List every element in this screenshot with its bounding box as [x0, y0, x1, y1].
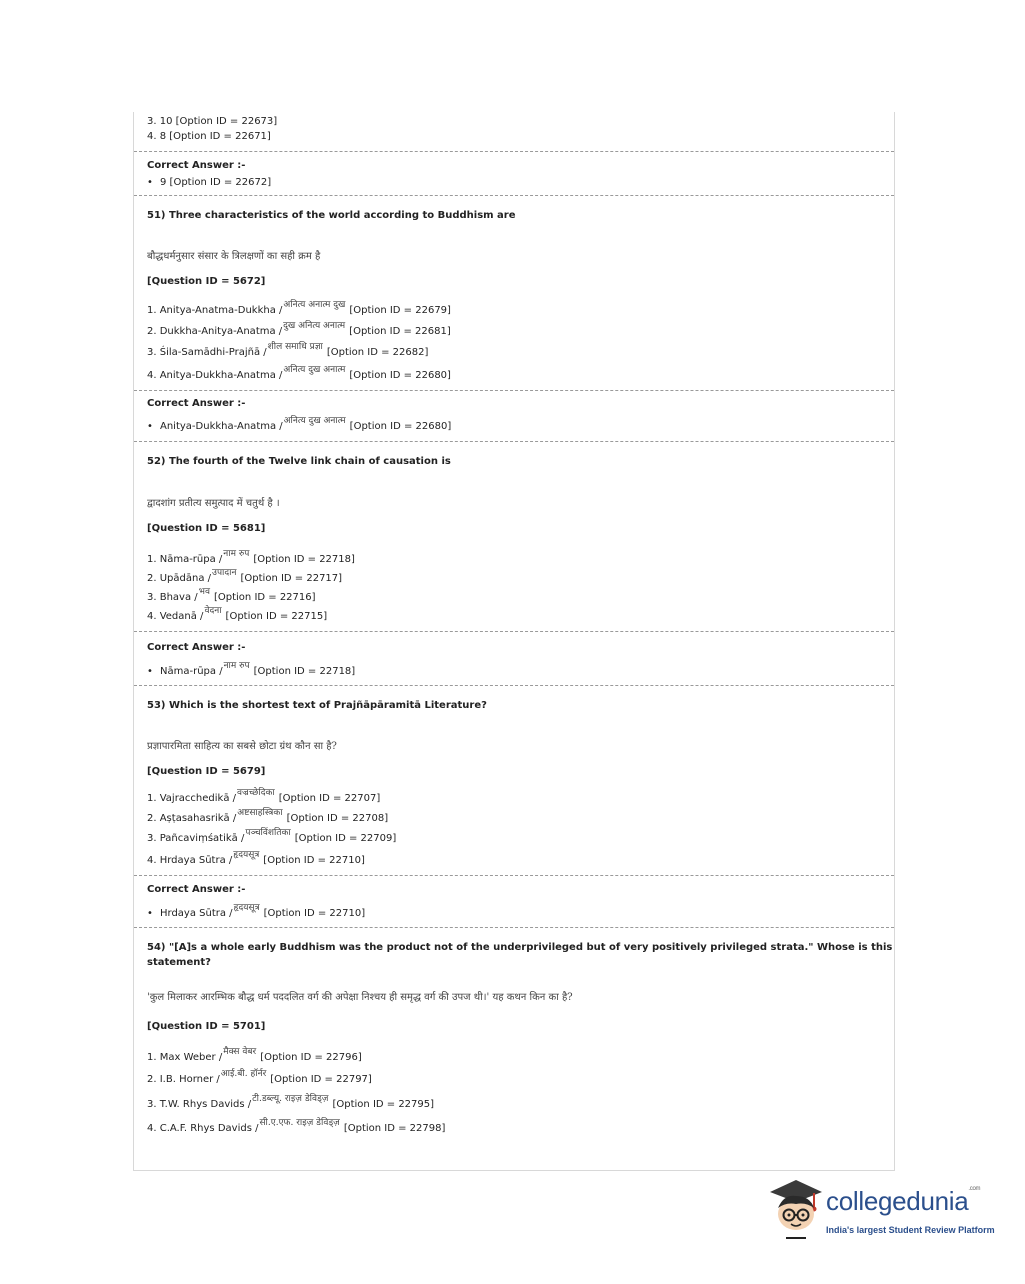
document-page — [133, 112, 895, 1171]
option: 2. Dukkha-Anitya-Anatma /दुख अनित्य अनात्म [Option ID = 22681] — [147, 321, 451, 337]
question-hindi: द्वादशांग प्रतीत्य समुत्पाद में चतुर्थ है । — [147, 498, 280, 509]
option: 1. Vajracchedikā /वज्रच्छेदिका [Option ID = 22707] — [147, 788, 381, 804]
option: 3. Śila-Samādhi-Prajñā /शील समाधि प्रज्ञा [Option ID = 22682] — [147, 342, 429, 358]
option: 2. Upādāna /उपादान [Option ID = 22717] — [147, 568, 343, 584]
question-id: [Question ID = 5679] — [147, 766, 266, 777]
option: 4. C.A.F. Rhys Davids /सी.ए.एफ. राइज़ डेविड्ज़ [Option ID = 22798] — [147, 1118, 446, 1134]
correct-answer-label: Correct Answer :- — [147, 884, 246, 895]
question-title: 53) Which is the shortest text of Prajñāpāramitā Literature? — [147, 700, 487, 711]
question-title: 51) Three characteristics of the world according to Buddhism are — [147, 210, 516, 221]
option: 2. Aṣṭasahasrikā /अष्टसाहस्त्रिका [Option ID = 22708] — [147, 808, 389, 824]
correct-answer-label: Correct Answer :- — [147, 642, 246, 653]
question-title: 54) "[A]s a whole early Buddhism was the product not of the underprivileged but of very positively privileged strata." Whose is this — [147, 942, 893, 953]
question-54 — [134, 928, 894, 1143]
question-hindi: प्रज्ञापारमिता साहित्य का सबसे छोटा ग्रंथ कौन सा है? — [147, 741, 337, 752]
correct-answer-label: Correct Answer :- — [147, 398, 246, 409]
option: 3. Bhava /भव [Option ID = 22716] — [147, 587, 316, 603]
option: 3. 10 [Option ID = 22673] — [147, 116, 278, 127]
question-title: 52) The fourth of the Twelve link chain of causation is — [147, 456, 451, 467]
question-hindi: बौद्धधर्मनुसार संसार के त्रिलक्षणों का सही क्रम है — [147, 251, 321, 262]
question-51 — [134, 196, 894, 391]
correct-answer: • Anitya-Dukkha-Anatma /अनित्य दुख अनात्म [Option ID = 22680] — [147, 416, 452, 432]
student-mascot-icon — [766, 1178, 824, 1244]
logo-wordmark: collegedunia$^{.com}$ — [826, 1186, 981, 1216]
question-52 — [134, 442, 894, 632]
option: 3. Pañcaviṃśatikā /पञ्चविंशतिका [Option ID = 22709] — [147, 828, 397, 844]
correct-answer: • Hrdaya Sūtra /हृदयसूत्र [Option ID = 22710] — [147, 903, 366, 919]
collegedunia-logo — [766, 1178, 996, 1248]
logo-tagline: India's largest Student Review Platform — [826, 1225, 995, 1235]
option: 2. I.B. Horner /आई.बी. हॉर्नर [Option ID = 22797] — [147, 1069, 372, 1085]
question-id: [Question ID = 5672] — [147, 276, 266, 287]
option: 3. T.W. Rhys Davids /टी.डब्ल्यू. राइज़ डेविड्ज़ [Option ID = 22795] — [147, 1094, 435, 1110]
question-50-tail — [134, 112, 894, 152]
answer-53 — [134, 876, 894, 928]
answer-52 — [134, 632, 894, 686]
option: 4. Vedanā /वेदना [Option ID = 22715] — [147, 606, 328, 622]
answer-50 — [134, 152, 894, 196]
option: 1. Max Weber /मैक्स वेबर [Option ID = 22796] — [147, 1047, 362, 1063]
option: 4. Anitya-Dukkha-Anatma /अनित्य दुख अनात्म [Option ID = 22680] — [147, 365, 451, 381]
option: 4. Hrdaya Sūtra /हृदयसूत्र [Option ID = 22710] — [147, 850, 365, 866]
question-hindi: 'कुल मिलाकर आरम्भिक बौद्ध धर्म पददलित वर्ग की अपेक्षा निश्चय ही समृद्ध वर्ग की उपज थी।' यह कथन किन का है? — [147, 992, 573, 1003]
correct-answer: • 9 [Option ID = 22672] — [147, 177, 272, 188]
answer-51 — [134, 391, 894, 442]
question-id: [Question ID = 5701] — [147, 1021, 266, 1032]
option: 4. 8 [Option ID = 22671] — [147, 131, 271, 142]
question-title-cont: statement? — [147, 957, 211, 968]
option: 1. Nāma-rūpa /नाम रुप [Option ID = 22718] — [147, 549, 355, 565]
correct-answer: • Nāma-rūpa /नाम रुप [Option ID = 22718] — [147, 661, 356, 677]
question-id: [Question ID = 5681] — [147, 523, 266, 534]
option: 1. Anitya-Anatma-Dukkha /अनित्य अनात्म दुख [Option ID = 22679] — [147, 300, 451, 316]
question-53 — [134, 686, 894, 876]
correct-answer-label: Correct Answer :- — [147, 160, 246, 171]
